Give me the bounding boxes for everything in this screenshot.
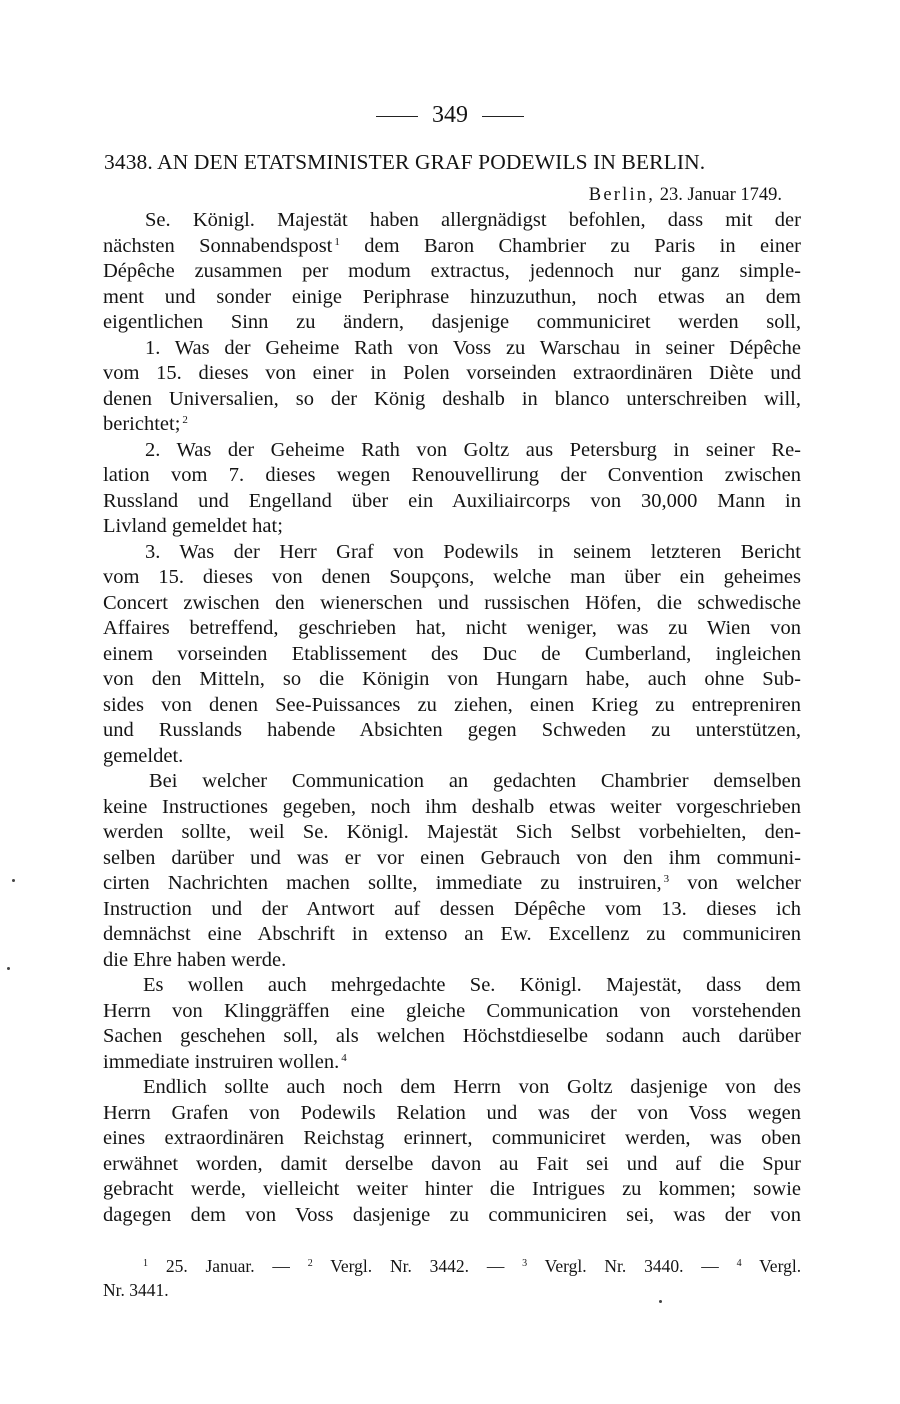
text-line [103,693,801,719]
text-line [103,259,801,285]
text-line-content: von den Mitteln, so die Königin von Hungarn habe, auch ohne Sub- [103,668,801,690]
text-line [103,616,801,642]
text-line [103,642,801,668]
text-line-content: Se. Königl. Majestät haben allergnädigst befohlen, dass mit der [145,209,801,231]
text-line [103,871,801,897]
footnote-text: 25. Januar. — [165,1256,290,1276]
text-line-content: 1. Was der Geheime Rath von Voss zu Warschau in seiner Dépêche [145,336,801,359]
text-line [103,1050,801,1076]
text-line [103,438,801,464]
text-line [103,744,801,770]
text-line [103,1024,801,1050]
text-line-content: ment und sonder einige Periphrase hinzuzuthun, noch etwas an dem [103,285,801,308]
text-line-content: denen Universalien, so der König deshalb in blanco unterschreiben will, [103,387,801,410]
footnote-mark: 4 [341,1051,347,1064]
text-line-content: cirten Nachrichten machen sollte, immediate zu instruiren, [103,872,662,894]
text-line-content: lation vom 7. dieses wegen Renouvellirung der Convention zwischen [103,464,801,486]
text-line-content: Es wollen auch mehrgedachte Se. Königl. Majestät, dass dem [143,974,801,996]
footnote-line [103,1254,801,1278]
text-line-content: werden sollte, weil Se. Königl. Majestät Sich Selbst vorbehielten, den- [103,821,801,843]
footnote-index: 4 [736,1258,742,1269]
footnote-index: 3 [522,1258,528,1269]
text-line-content: keine Instructiones gegeben, noch ihm deshalb etwas weiter vorgeschrieben [103,795,801,818]
text-line-content: von welcher [687,872,802,894]
text-line-content: und Russlands habende Absichten gegen Schweden zu unterstützen, [103,719,801,741]
text-line [103,387,801,413]
text-line [103,1075,801,1101]
text-line [103,922,801,948]
page-number [0,100,900,130]
text-line [103,489,801,515]
document-heading [104,149,804,175]
text-line-content: erwähnet worden, damit derselbe davon au Fait sei und auf die Spur [103,1152,801,1175]
text-line [103,820,801,846]
text-line-content: 2. Was der Geheime Rath von Goltz aus Petersburg in seiner Re- [145,438,801,461]
text-line [103,208,801,234]
footnote-text: Vergl. Nr. 3440. — [544,1256,719,1276]
text-line-content: dem Baron Chambrier zu Paris in einer [364,234,801,257]
document-title: AN DEN ETATSMINISTER GRAF PODEWILS IN BERLIN. [157,150,706,174]
text-line-content: Herrn Grafen von Podewils Relation und was der von Voss wegen [103,1101,801,1124]
footnote-index: 1 [143,1258,148,1269]
text-line [103,948,801,974]
footnote-index: 2 [307,1258,313,1269]
footnote-mark: 2 [182,414,188,426]
scan-speck [659,1300,662,1303]
letter-body [103,208,801,1228]
text-line-content: berichtet; [103,413,181,435]
text-line-content: sides von denen See-Puissances zu ziehen, einen Krieg zu entrepreniren [103,693,801,716]
text-line [103,718,801,744]
text-line [103,667,801,693]
footnote-mark: 1 [334,235,340,248]
text-line [103,1152,801,1178]
footnote-mark: 3 [663,873,670,885]
text-line [103,591,801,617]
text-line [103,565,801,591]
text-line [103,310,801,336]
text-line [103,1203,801,1229]
text-line [103,514,801,540]
text-line-content: Instruction und der Antwort auf dessen Dépêche vom 13. dieses ich [103,897,801,920]
text-line [103,1101,801,1127]
text-line-content: Dépêche zusammen per modum extractus, jedennoch nur ganz simple- [103,260,801,282]
text-line [103,285,801,311]
page-number-left-rule [376,116,418,117]
text-line [103,234,801,260]
text-line [103,999,801,1025]
text-line-content: Bei welcher Communication an gedachten Chambrier demselben [149,770,801,792]
scan-speck [12,879,15,882]
text-line [103,336,801,362]
scan-speck [7,967,10,970]
text-line-content: gemeldet. [103,744,184,767]
text-line-content: Herrn von Klinggräffen eine gleiche Communication von vorstehenden [103,999,801,1022]
text-line [103,1126,801,1152]
footnote-item [737,1256,801,1276]
footnote-text: Nr. 3441. [103,1280,169,1300]
text-line-content: dagegen dem von Voss dasjenige zu communiciren sei, was der von [103,1203,801,1226]
text-line [103,463,801,489]
text-line-content: vom 15. dieses von einer in Polen vorseinden extraordinären Diète und [103,362,801,384]
text-line [103,412,801,438]
text-line-content: nächsten Sonnabendspost [103,234,333,257]
text-line-content: die Ehre haben werde. [103,948,287,971]
footnote-item [143,1256,290,1276]
text-line-content: 3. Was der Herr Graf von Podewils in seinem letzteren Bericht [145,540,801,563]
text-line-content: immediate instruiren wollen. [103,1050,340,1073]
text-line-content: eigentlichen Sinn zu ändern, dasjenige communiciret werden soll, [103,311,801,333]
text-line [103,795,801,821]
footnote-item [522,1256,719,1276]
text-line-content: selben darüber und was er vor einen Gebrauch von den ihm communi- [103,846,801,869]
document-number: 3438. [104,150,153,174]
text-line [103,897,801,923]
date-text: 23. Januar 1749. [659,185,782,205]
text-line-content: demnächst eine Abschrift in extenso an Ew. Excellenz zu communiciren [103,923,801,945]
text-line-content: gebracht werde, vielleicht weiter hinter die Intrigues zu kommen; sowie [103,1178,801,1200]
text-line [103,361,801,387]
footnote-item [308,1256,505,1276]
text-line [103,846,801,872]
text-line [103,1177,801,1203]
text-line-content: einem vorseinden Etablissement des Duc de Cumberland, ingleichen [103,642,801,665]
page-number-value: 349 [432,102,468,128]
date-place: Berlin, [588,185,656,205]
text-line-content: Sachen geschehen soll, als welchen Höchstdieselbe sodann auch darüber [103,1025,801,1047]
text-line-content: vom 15. dieses von denen Soupçons, welche man über ein geheimes [103,566,801,588]
text-line-content: Affaires betreffend, geschrieben hat, nicht weniger, was zu Wien von [103,617,801,639]
footnote-line [103,1278,801,1302]
text-line-content: Russland und Engelland über ein Auxiliaircorps von 30,000 Mann in [103,489,801,512]
text-line [103,973,801,999]
text-line-content: Concert zwischen den wienerschen und russischen Höfen, die schwedische [103,591,801,614]
text-line-content: Endlich sollte auch noch dem Herrn von Goltz dasjenige von des [143,1076,801,1098]
text-line-content: Livland gemeldet hat; [103,515,283,537]
dateline [589,184,782,206]
text-line [103,540,801,566]
footnote-text: Vergl. Nr. 3442. — [330,1256,505,1276]
footnotes [103,1254,801,1302]
text-line [103,769,801,795]
page-number-right-rule [482,116,524,117]
text-line-content: eines extraordinären Reichstag erinnert, communiciret werden, was oben [103,1127,801,1149]
footnote-text: Vergl. [759,1256,802,1276]
